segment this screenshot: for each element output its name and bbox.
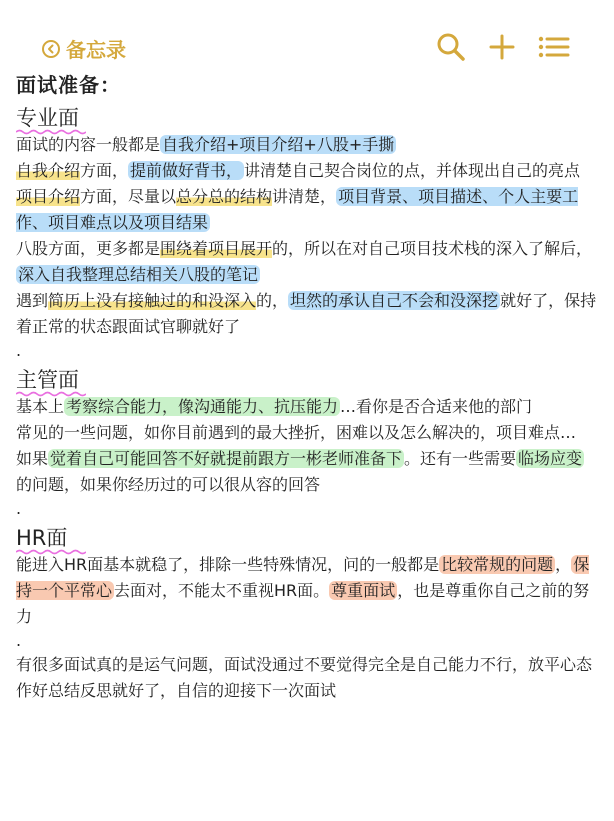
paragraph: 面试的内容一般都是 自我介绍+项目介绍+八股+手撕 [16, 135, 395, 154]
back-label: 备忘录 [66, 38, 126, 62]
paragraph: 如果 觉着自己可能回答不好就提前跟方一彬老师准备下 。还有一些需要 临场应变的问题，如果你经历过的可以很从容的回答 [16, 449, 583, 494]
plus-icon[interactable] [487, 32, 517, 62]
closing-paragraph: 有很多面试真的是运气问题，面试没通过不要觉得完全是自己能力不行，放平心态作好总结反思就好了，自信的迎接下一次面试 [16, 655, 593, 700]
top-toolbar [0, 0, 614, 68]
note-body[interactable] [16, 70, 600, 704]
separator-dot: . [16, 341, 22, 360]
section-heading-manager: 主管面 [16, 366, 79, 394]
paragraph: 遇到简历上没有接触过的和没深入的， 坦然的承认自己不会和没深挖 就好了，保持着正常的状态跟面试官聊就好了 [16, 291, 597, 336]
separator-dot: . [16, 631, 22, 650]
paragraph: 基本上 考察综合能力，像沟通能力、抗压能力 …看你是否合适来他的部门 [16, 397, 533, 416]
search-icon[interactable] [436, 32, 466, 62]
note-title: 面试准备： [16, 73, 121, 97]
paragraph: 自我介绍方面， 提前做好背书， 讲清楚自己契合岗位的点，并体现出自己的亮点 [16, 161, 581, 180]
paragraph: 八股方面，更多都是围绕着项目展开的，所以在对自己项目技术栈的深入了解后，深入自我整理总结相关八股的笔记 [16, 239, 593, 284]
back-button[interactable] [42, 34, 126, 63]
section-heading-professional: 专业面 [16, 104, 79, 132]
back-chevron-icon [42, 40, 60, 58]
section-heading-hr: HR面 [16, 524, 67, 552]
paragraph: 项目介绍方面，尽量以总分总的结构讲清楚， 项目背景、项目描述、个人主要工作、项目难点以及项目结果 [16, 187, 579, 232]
paragraph: 常见的一些问题，如你目前遇到的最大挫折，困难以及怎么解决的，项目难点… [16, 423, 577, 442]
separator-dot: . [16, 499, 22, 518]
list-icon[interactable] [538, 32, 568, 62]
paragraph: 能进入HR面基本就稳了，排除一些特殊情况，问的一般都是 比较常规的问题 ， 保持一个平常心 去面对，不能太不重视HR面。 尊重面试 ，也是尊重你自己之前的努力 [16, 555, 590, 626]
